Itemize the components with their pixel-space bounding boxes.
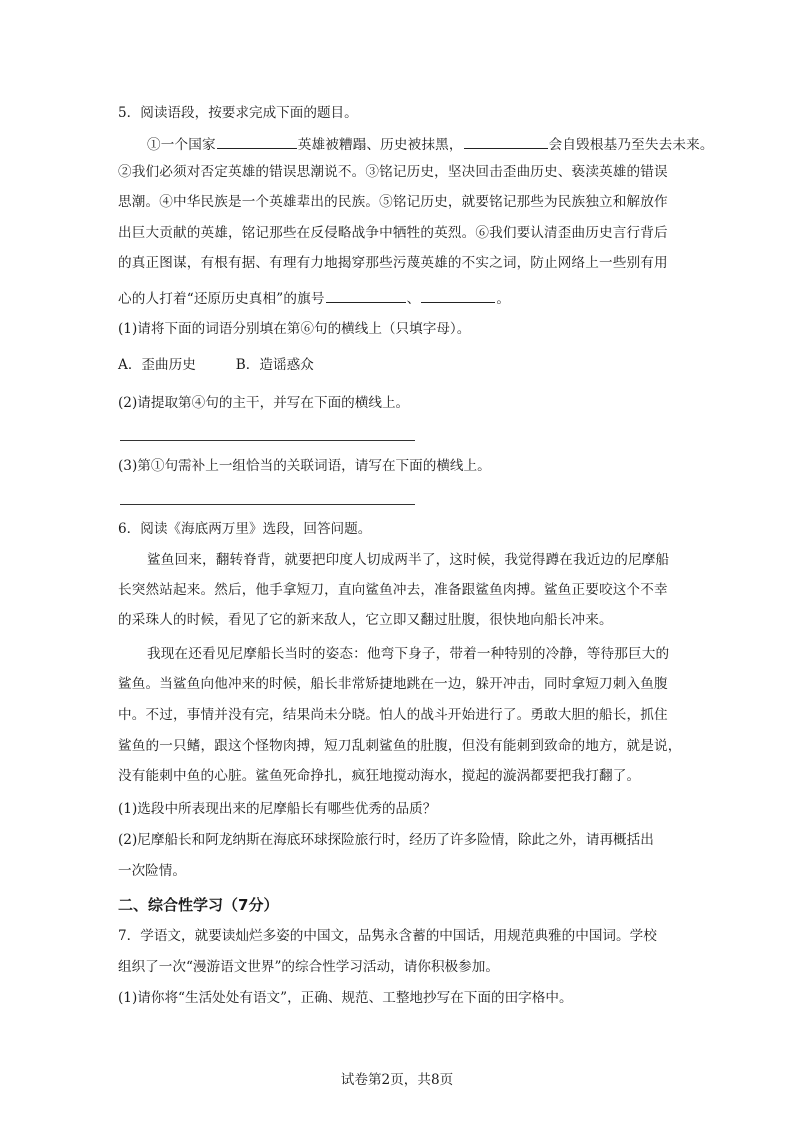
q5-title: 5．阅读语段，按要求完成下面的题目。 xyxy=(118,105,358,121)
fill-blank[interactable] xyxy=(326,288,406,303)
q6-para2-line: 鲨鱼的一只鳍，跟这个怪物肉搏，短刀乱刺鲨鱼的肚腹，但没有能刺到致命的地方，就是说， xyxy=(118,738,682,754)
q5-text: 心的人打着“还原历史真相”的旗号 xyxy=(118,291,325,307)
q7-subquestion-1: (1)请你将“生活处处有语文”，正确、规范、工整地抄写在下面的田字格中。 xyxy=(118,990,573,1006)
q6-para2-line: 中。不过，事情并没有完，结果尚未分晓。怕人的战斗开始进行了。勇敢大胆的船长，抓住 xyxy=(118,707,668,723)
q6-para1-line: 鲨鱼回来，翻转脊背，就要把印度人切成两半了，这时候，我觉得蹲在我近边的尼摩船 xyxy=(147,552,670,568)
q5-passage-line-5: 的真正图谋，有根有据、有理有力地揭穿那些污蔑英雄的不实之词，防止网络上一些别有用 xyxy=(118,255,668,271)
fill-blank[interactable] xyxy=(217,134,297,149)
section-heading: 二、综合性学习（7分） xyxy=(118,896,279,914)
q6-subquestion-1: (1)选段中所表现出来的尼摩船长有哪些优秀的品质？ xyxy=(118,801,437,817)
option-b: B．造谣惑众 xyxy=(235,357,314,373)
q6-title: 6．阅读《海底两万里》选段，回答问题。 xyxy=(118,521,372,537)
q5-subquestion-1: (1)请将下面的词语分别填在第⑥句的横线上（只填字母）。 xyxy=(118,321,471,337)
fill-blank[interactable] xyxy=(464,134,548,149)
q5-text: 。 xyxy=(496,291,511,307)
q5-passage-line-3: 思潮。④中华民族是一个英雄辈出的民族。⑤铭记历史，就要铭记那些为民族独立和解放作 xyxy=(118,194,668,210)
q5-passage-line-6 xyxy=(118,288,510,308)
q7-line-2: 组织了一次“漫游语文世界”的综合性学习活动，请你积极参加。 xyxy=(118,959,499,975)
q5-subquestion-2: (2)请提取第④句的主干，并写在下面的横线上。 xyxy=(118,395,410,411)
q5-passage-line-4: 出巨大贡献的英雄，铭记那些在反侵略战争中牺牲的英烈。⑥我们要认清歪曲历史言行背后 xyxy=(118,225,668,241)
q5-passage-line-2: ②我们必须对否定英雄的错误思潮说不。③铭记历史，坚决回击歪曲历史、亵渎英雄的错误 xyxy=(118,164,668,180)
q5-options xyxy=(118,356,314,374)
q6-subquestion-2: (2)尼摩船长和阿龙纳斯在海底环球探险旅行时，经历了许多险情，除此之外，请再概括出 xyxy=(118,832,654,848)
q6-para1-line: 长突然站起来。然后，他手拿短刀，直向鲨鱼冲去，准备跟鲨鱼肉搏。鲨鱼正要咬这个不幸 xyxy=(118,582,668,598)
option-a: A．歪曲历史 xyxy=(118,357,196,373)
fill-blank[interactable] xyxy=(421,288,495,303)
q6-para2-line: 鲨鱼。当鲨鱼向他冲来的时候，船长非常矫捷地跳在一边，躲开冲击，同时拿短刀刺入鱼腹 xyxy=(118,676,668,692)
answer-line[interactable] xyxy=(120,440,415,441)
q6-para2-line: 我现在还看见尼摩船长当时的姿态：他弯下身子，带着一种特别的冷静，等待那巨大的 xyxy=(147,646,670,662)
q5-text: 会自毁根基乃至失去未来。 xyxy=(548,137,714,153)
q7-line-1: 7．学语文，就要读灿烂多姿的中国文，品隽永含蓄的中国话，用规范典雅的中国词。学校 xyxy=(118,928,657,944)
q5-text: ①一个国家 xyxy=(147,137,216,153)
q5-passage-line-1 xyxy=(147,134,714,154)
q6-para2-line: 没有能刺中鱼的心脏。鲨鱼死命挣扎，疯狂地搅动海水，搅起的漩涡都要把我打翻了。 xyxy=(118,768,641,784)
answer-line[interactable] xyxy=(120,504,415,505)
q6-subquestion-2-cont: 一次险情。 xyxy=(118,863,186,879)
q5-subquestion-3: (3)第①句需补上一组恰当的关联词语，请写在下面的横线上。 xyxy=(118,458,491,474)
q6-para1-line: 的采珠人的时候，看见了它的新来敌人，它立即又翻过肚腹，很快地向船长冲来。 xyxy=(118,612,613,628)
q5-text: 英雄被糟蹋、历史被抹黑， xyxy=(297,137,463,153)
page-footer: 试卷第2页，共8页 xyxy=(340,1072,454,1088)
q5-text: 、 xyxy=(406,291,421,307)
